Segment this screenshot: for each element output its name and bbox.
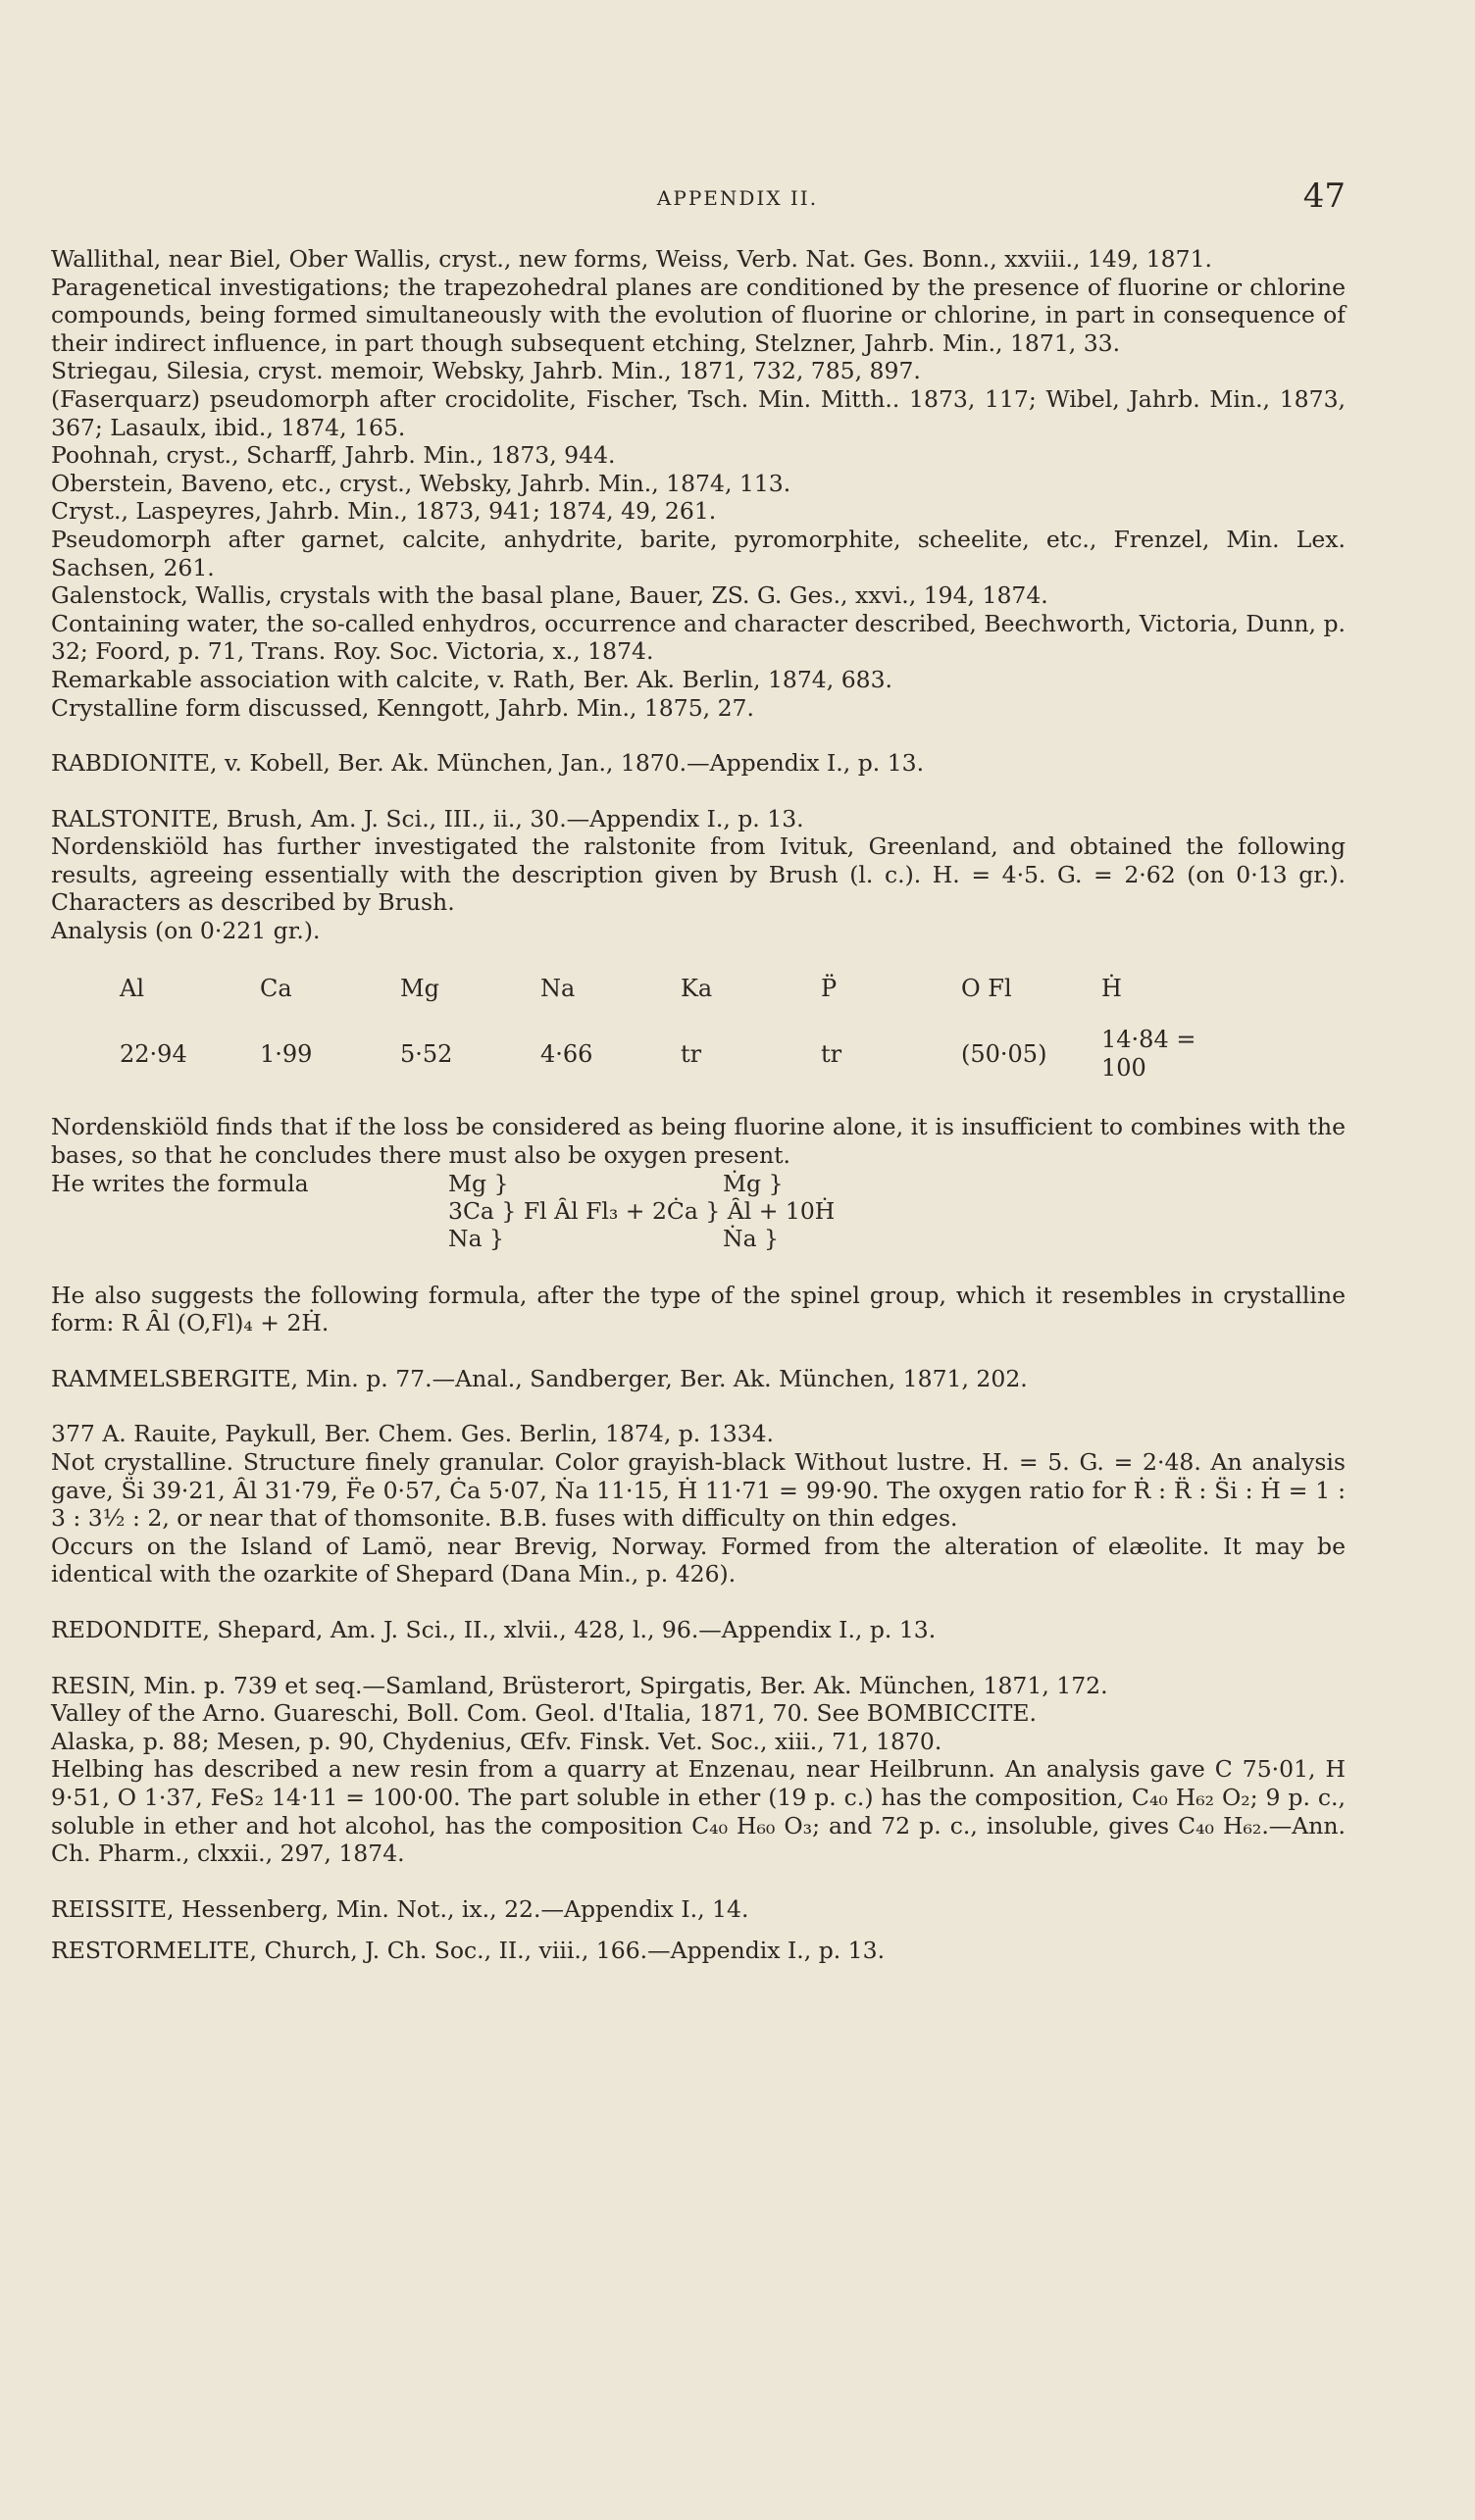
formula-line: 3Ca } Fl Ȃl Fl₃ + 2Ċa } Ȃl + 10Ḣ: [448, 1196, 836, 1225]
paragraph: Containing water, the so-called enhydros, occurrence and character described, Beechworth, Victoria, Dunn, p. 32; Foord, p. 71, Trans. Roy. Soc. Victoria, x., 1874.: [51, 609, 1346, 666]
paragraph: Valley of the Arno. Guareschi, Boll. Com. Geol. d'Italia, 1871, 70. See BOMBICCITE.: [51, 1699, 1038, 1728]
paragraph: Wallithal, near Biel, Ober Wallis, cryst., new forms, Weiss, Verb. Nat. Ges. Bonn., xxviii., 149, 1871.: [51, 245, 1212, 273]
analysis-header-row: [120, 967, 1242, 1017]
analysis-value: 22·94: [120, 1039, 187, 1068]
entry-restormelite: RESTORMELITE, Church, J. Ch. Soc., II., viii., 166.—Appendix I., p. 13.: [51, 1937, 886, 1965]
entry-rammelsbergite: RAMMELSBERGITE, Min. p. 77.—Anal., Sandberger, Ber. Ak. München, 1871, 202.: [51, 1364, 1028, 1392]
analysis-value: 1·99: [260, 1039, 313, 1068]
entry-rauite: 377 A. Rauite, Paykull, Ber. Chem. Ges. Berlin, 1874, p. 1334.: [51, 1420, 775, 1448]
analysis-value: 14·84 = 100: [1101, 1026, 1196, 1082]
analysis-header: P̈: [821, 974, 838, 1002]
entry-reissite: REISSITE, Hessenberg, Min. Not., ix., 22.—Appendix I., 14.: [51, 1894, 749, 1923]
page-number: 47: [1302, 176, 1346, 216]
entry-redondite: REDONDITE, Shepard, Am. J. Sci., II., xlvii., 428, l., 96.—Appendix I., p. 13.: [51, 1615, 937, 1643]
entry-resin: RESIN, Min. p. 739 et seq.—Samland, Brüsterort, Spirgatis, Ber. Ak. München, 1871, 172.: [51, 1671, 1108, 1699]
analysis-value: 4·66: [540, 1039, 593, 1068]
formula-block: [51, 1170, 1346, 1268]
paragraph: Crystalline form discussed, Kenngott, Jahrb. Min., 1875, 27.: [51, 693, 754, 722]
paragraph: Poohnah, cryst., Scharff, Jahrb. Min., 1873, 944.: [51, 441, 616, 470]
formula-line: Ṁg }: [723, 1169, 784, 1197]
paragraph: Not crystalline. Structure finely granular. Color grayish-black Without lustre. H. = 5. G. = 2·48. An analysis gave, S̈i 39·21, Ȃl 31·79, F̈e 0·57, Ċa 5·07, Ṅa 11·15, Ḣ 11·71 = 99·90. The oxygen ratio for Ṙ : R̈ : S̈i : Ḣ = 1 : 3 : 3½ : 2, or near that of thomsonite. B.B. fuses with difficulty on thin edges.: [51, 1448, 1346, 1533]
paragraph: Helbing has described a new resin from a quarry at Enzenau, near Heilbrunn. An analysis gave C 75·01, H 9·51, O 1·37, FeS₂ 14·11 = 100·00. The part soluble in ether (19 p. c.) has the composition, C₄₀ H₆₂ O₂; 9 p. c., soluble in ether and hot alcohol, has the composition C₄₀ H₆₀ O₃; and 72 p. c., insoluble, gives C₄₀ H₆₂.—Ann. Ch. Pharm., clxxii., 297, 1874.: [51, 1755, 1346, 1868]
paragraph: He also suggests the following formula, after the type of the spinel group, which it resembles in crystalline form: R Ȃl (O,Fl)₄ + 2Ḣ.: [51, 1281, 1346, 1337]
analysis-header: Na: [540, 974, 576, 1002]
analysis-header: Ca: [260, 974, 292, 1002]
formula-line: Mg }: [448, 1169, 509, 1197]
analysis-header: Ḣ: [1101, 974, 1122, 1002]
entry-ralstonite: RALSTONITE, Brush, Am. J. Sci., III., ii., 30.—Appendix I., p. 13.: [51, 804, 804, 832]
paragraph: Alaska, p. 88; Mesen, p. 90, Chydenius, Œfv. Finsk. Vet. Soc., xiii., 71, 1870.: [51, 1727, 942, 1755]
paragraph: Striegau, Silesia, cryst. memoir, Websky, Jahrb. Min., 1871, 732, 785, 897.: [51, 357, 921, 385]
analysis-value: (50·05): [961, 1039, 1047, 1068]
analysis-header: Ka: [681, 974, 713, 1002]
entry-rabdionite: RABDIONITE, v. Kobell, Ber. Ak. München, Jan., 1870.—Appendix I., p. 13.: [51, 749, 925, 778]
formula-secondary: [723, 1170, 784, 1252]
paragraph: Cryst., Laspeyres, Jahrb. Min., 1873, 941; 1874, 49, 261.: [51, 497, 717, 526]
formula-line: Na }: [448, 1224, 504, 1252]
paragraph: Oberstein, Baveno, etc., cryst., Websky, Jahrb. Min., 1874, 113.: [51, 469, 791, 497]
analysis-value-row: [120, 1016, 1242, 1095]
paragraph: Nordenskiöld has further investigated the ralstonite from Ivituk, Greenland, and obtained the following results, agreeing essentially with the description given by Brush (l. c.). H. = 4·5. G. = 2·62 (on 0·13 gr.). Characters as described by Brush.: [51, 832, 1346, 917]
paragraph: (Faserquarz) pseudomorph after crocidolite, Fischer, Tsch. Min. Mitth.. 1873, 117; Wibel, Jahrb. Min., 1873, 367; Lasaulx, ibid., 1874, 165.: [51, 384, 1346, 441]
paragraph: Paragenetical investigations; the trapezohedral planes are conditioned by the presence of fluorine or chlorine compounds, being formed simultaneously with the evolution of fluorine or chlorine, in part in consequence of their indirect influence, in part though subsequent etching, Stelzner, Jahrb. Min., 1871, 33.: [51, 273, 1346, 357]
analysis-header: O Fl: [961, 974, 1012, 1002]
analysis-table: [120, 967, 1242, 1096]
page-header: [0, 176, 1475, 226]
paragraph: Occurs on the Island of Lamö, near Brevig, Norway. Formed from the alteration of elæolite. It may be identical with the ozarkite of Shepard (Dana Min., p. 426).: [51, 1532, 1346, 1588]
paragraph: Remarkable association with calcite, v. Rath, Ber. Ak. Berlin, 1874, 683.: [51, 665, 893, 693]
paragraph: Nordenskiöld finds that if the loss be considered as being fluorine alone, it is insufficient to combines with the bases, so that he concludes there must also be oxygen present.: [51, 1113, 1346, 1170]
paragraph: Analysis (on 0·221 gr.).: [51, 917, 321, 945]
analysis-value: tr: [821, 1039, 842, 1068]
formula-label: He writes the formula: [51, 1169, 309, 1197]
paragraph: Pseudomorph after garnet, calcite, anhydrite, barite, pyromorphite, scheelite, etc., Frenzel, Min. Lex. Sachsen, 261.: [51, 525, 1346, 581]
analysis-value: 5·52: [400, 1039, 453, 1068]
analysis-header: Al: [120, 974, 145, 1002]
formula-line: Ṅa }: [723, 1224, 779, 1252]
page-body: [51, 245, 1346, 1965]
running-head: APPENDIX II.: [656, 186, 819, 210]
analysis-value: tr: [681, 1039, 702, 1068]
analysis-header: Mg: [400, 974, 439, 1002]
paragraph: Galenstock, Wallis, crystals with the basal plane, Bauer, ZS. G. Ges., xxvi., 194, 1874.: [51, 581, 1048, 610]
